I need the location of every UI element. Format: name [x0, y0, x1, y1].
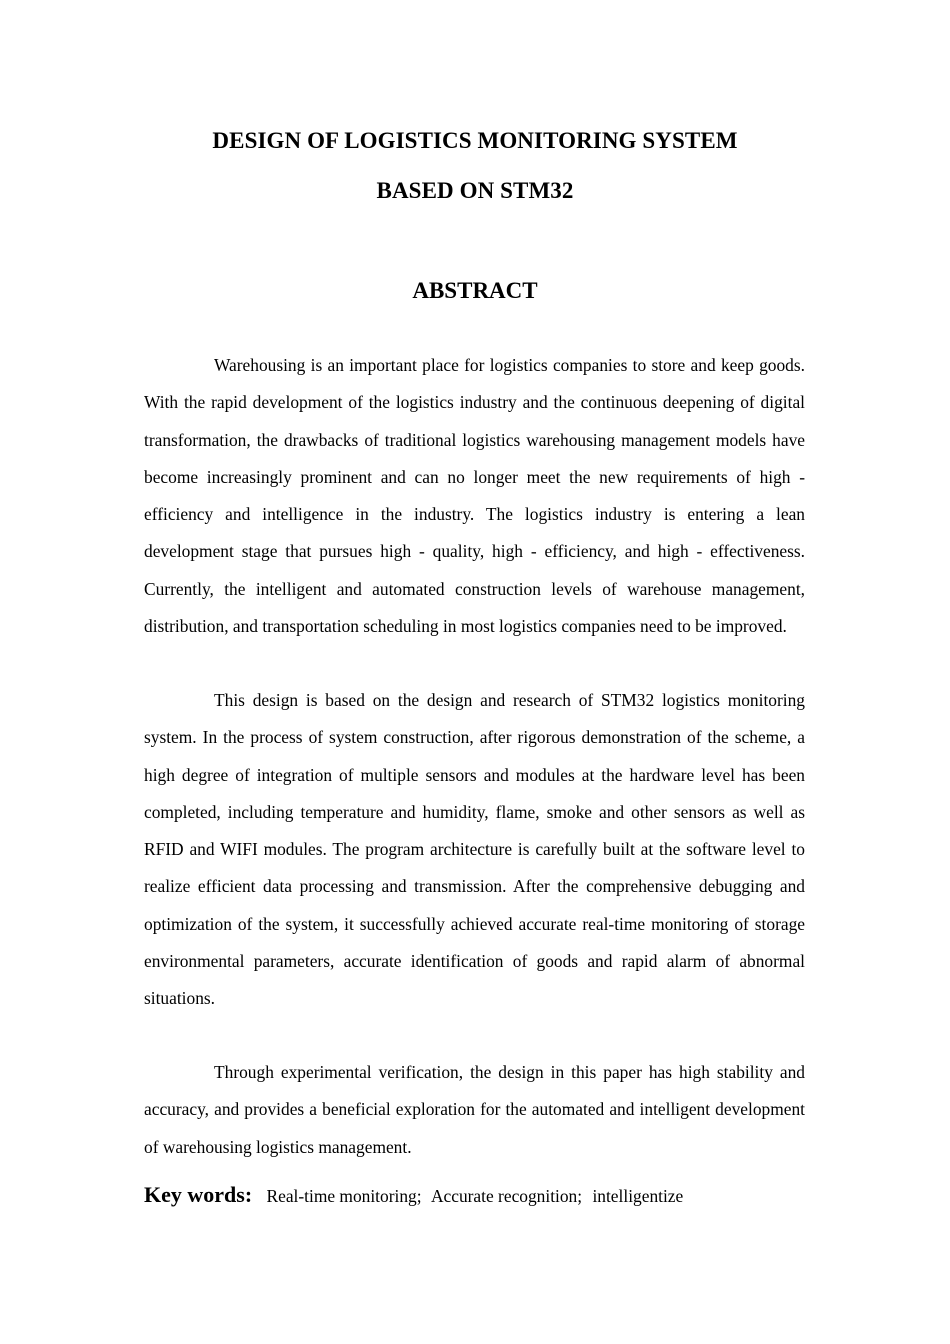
paper-title-line-2: BASED ON STM32 [376, 178, 574, 203]
keywords-label: Key words: [144, 1182, 253, 1207]
keyword-item: Accurate recognition; [430, 1186, 583, 1206]
abstract-paragraph-3: Through experimental verification, the design in this paper has high stability and accuracy, and provides a beneficial exploration for the automated and intelligent development of warehousing logistics management. [144, 1062, 805, 1157]
keyword-item: intelligentize [592, 1186, 684, 1206]
keywords-line [144, 1180, 805, 1211]
abstract-paragraph-2: This design is based on the design and research of STM32 logistics monitoring system. In the process of system construction, after rigorous demonstration of the scheme, a high degree of integration of multiple sensors and modules at the hardware level has been completed, including temperature and humidity, flame, smoke and other sensors as well as RFID and WIFI modules. The program architecture is carefully built at the software level to realize efficient data processing and transmission. After the comprehensive debugging and optimization of the system, it successfully achieved accurate real-time monitoring of storage environmental parameters, accurate identification of goods and rapid alarm of abnormal situations. [144, 690, 805, 1009]
keyword-item: Real-time monitoring; [266, 1186, 422, 1206]
abstract-heading: ABSTRACT [412, 278, 538, 303]
paper-title-line-1: DESIGN OF LOGISTICS MONITORING SYSTEM [212, 128, 738, 153]
abstract-paragraph-1: Warehousing is an important place for logistics companies to store and keep goods. With the rapid development of the logistics industry and the continuous deepening of digital transformation, the drawbacks of traditional logistics warehousing management models have become increasingly prominent and can no longer meet the new requirements of high - efficiency and intelligence in the industry. The logistics industry is entering a lean development stage that pursues high - quality, high - efficiency, and high - effectiveness. Currently, the intelligent and automated construction levels of warehouse management, distribution, and transportation scheduling in most logistics companies need to be improved. [144, 355, 805, 637]
